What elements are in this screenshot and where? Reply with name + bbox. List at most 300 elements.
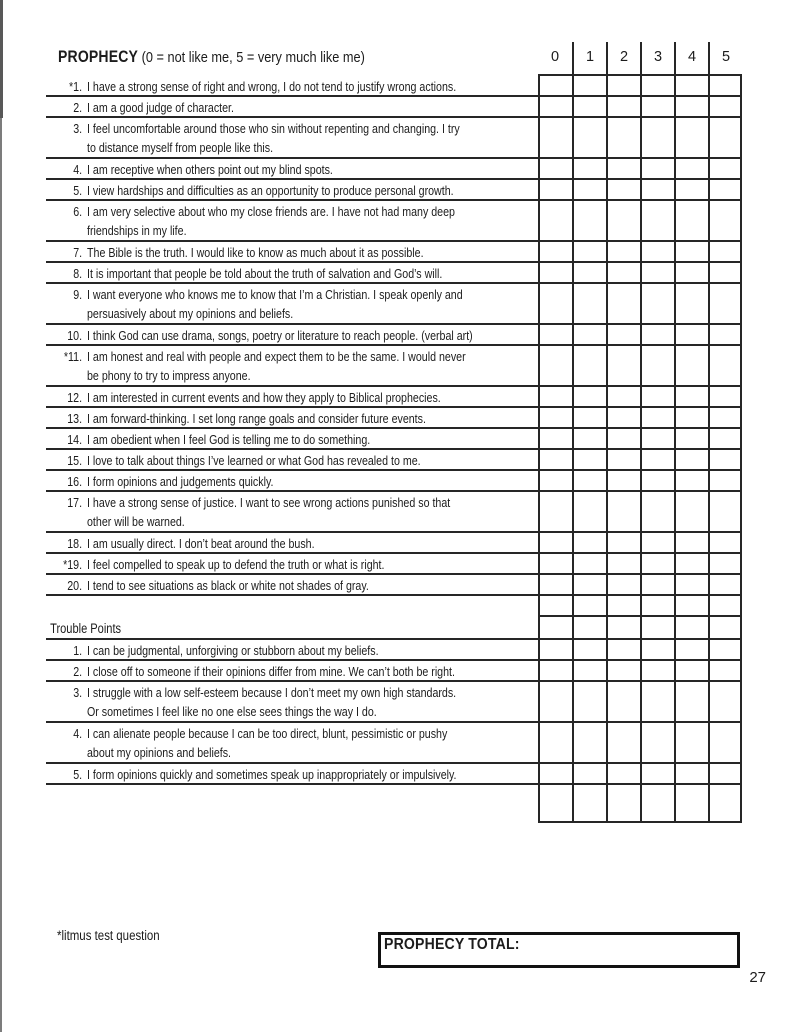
- question-text: The Bible is the truth. I would like to know as much about it as possible.: [87, 245, 424, 260]
- scan-edge-artifact-top: [0, 0, 3, 118]
- rating-cell-r24-v0[interactable]: [538, 682, 572, 723]
- rating-cell-r2-v2[interactable]: [606, 118, 640, 159]
- rating-cell-r10-v2[interactable]: [606, 346, 640, 387]
- rating-cell-r11-v0[interactable]: [538, 387, 572, 408]
- question-text: I am forward-thinking. I set long range goals and consider future events.: [87, 411, 426, 426]
- rating-cell-r16-v3[interactable]: [640, 492, 674, 533]
- question-row: [46, 76, 742, 97]
- rating-cell-r18-v2[interactable]: [606, 554, 640, 575]
- rating-cell-r26-v0[interactable]: [538, 764, 572, 785]
- question-text: I form opinions quickly and sometimes speak up inappropriately or impulsively.: [87, 767, 457, 782]
- rating-cell-r10-v3[interactable]: [640, 346, 674, 387]
- rating-cell-r27-v4[interactable]: [674, 785, 708, 823]
- question-text: friendships in my life.: [87, 222, 187, 238]
- rating-cell-r0-v1[interactable]: [572, 76, 606, 97]
- rating-cell-r8-v0[interactable]: [538, 284, 572, 325]
- rating-cell-r13-v0[interactable]: [538, 429, 572, 450]
- scale-header-5: 5: [708, 42, 742, 76]
- rating-cell-r23-v2[interactable]: [606, 661, 640, 682]
- question-text: I form opinions and judgements quickly.: [87, 474, 274, 489]
- rating-cell-r11-v1[interactable]: [572, 387, 606, 408]
- question-cell: [46, 429, 538, 450]
- rating-cell-r13-v5[interactable]: [708, 429, 742, 450]
- rating-cell-r3-v1[interactable]: [572, 159, 606, 180]
- question-number: *11.: [63, 349, 83, 364]
- rating-cell-r19-v2[interactable]: [606, 575, 640, 596]
- rating-cell-r2-v1[interactable]: [572, 118, 606, 159]
- question-cell: [46, 492, 538, 533]
- rating-cell-r18-v3[interactable]: [640, 554, 674, 575]
- rating-cell-r27-v5[interactable]: [708, 785, 742, 823]
- rating-cell-r10-v4[interactable]: [674, 346, 708, 387]
- question-number: 8.: [73, 266, 83, 281]
- question-row: [46, 159, 742, 180]
- rating-cell-r20-v0[interactable]: [538, 596, 572, 617]
- rating-cell-r1-v3[interactable]: [640, 97, 674, 118]
- litmus-test-note: *litmus test question: [57, 928, 160, 943]
- question-text: I can be judgmental, unforgiving or stubborn about my beliefs.: [87, 643, 379, 658]
- rating-cell-r24-v5[interactable]: [708, 682, 742, 723]
- question-cell: [46, 661, 538, 682]
- rating-cell-r13-v2[interactable]: [606, 429, 640, 450]
- rating-cell-r23-v1[interactable]: [572, 661, 606, 682]
- question-text: be phony to try to impress anyone.: [87, 367, 251, 383]
- rating-cell-r12-v2[interactable]: [606, 408, 640, 429]
- rating-cell-r24-v4[interactable]: [674, 682, 708, 723]
- rating-cell-r17-v0[interactable]: [538, 533, 572, 554]
- question-cell: [46, 785, 538, 823]
- rating-cell-r4-v5[interactable]: [708, 180, 742, 201]
- question-text: I tend to see situations as black or white not shades of gray.: [87, 578, 369, 593]
- rating-cell-r6-v5[interactable]: [708, 242, 742, 263]
- question-cell: [46, 76, 538, 97]
- question-text: I am receptive when others point out my blind spots.: [87, 162, 333, 177]
- question-cell: [46, 180, 538, 201]
- rating-cell-r3-v2[interactable]: [606, 159, 640, 180]
- question-row: [46, 682, 742, 723]
- rating-cell-r17-v5[interactable]: [708, 533, 742, 554]
- rating-cell-r2-v5[interactable]: [708, 118, 742, 159]
- question-cell: [46, 325, 538, 346]
- rating-cell-r26-v2[interactable]: [606, 764, 640, 785]
- section-label-cell: [46, 617, 538, 640]
- rating-cell-r15-v4[interactable]: [674, 471, 708, 492]
- rating-cell-r19-v0[interactable]: [538, 575, 572, 596]
- rating-cell-r26-v3[interactable]: [640, 764, 674, 785]
- rating-cell-r21-v2[interactable]: [606, 617, 640, 640]
- question-row: [46, 180, 742, 201]
- rating-cell-r0-v2[interactable]: [606, 76, 640, 97]
- rating-cell-r10-v1[interactable]: [572, 346, 606, 387]
- rating-cell-r12-v1[interactable]: [572, 408, 606, 429]
- rating-cell-r15-v1[interactable]: [572, 471, 606, 492]
- rating-cell-r25-v2[interactable]: [606, 723, 640, 764]
- rating-cell-r16-v1[interactable]: [572, 492, 606, 533]
- question-cell: [46, 450, 538, 471]
- rating-cell-r10-v5[interactable]: [708, 346, 742, 387]
- rating-cell-r25-v0[interactable]: [538, 723, 572, 764]
- question-text: I have a strong sense of justice. I want to see wrong actions punished so that: [87, 495, 451, 510]
- question-number: 5.: [73, 183, 83, 198]
- section-row: [46, 617, 742, 640]
- rating-cell-r4-v4[interactable]: [674, 180, 708, 201]
- question-text: It is important that people be told about the truth of salvation and God’s will.: [87, 266, 443, 281]
- rating-cell-r19-v5[interactable]: [708, 575, 742, 596]
- rating-cell-r22-v5[interactable]: [708, 640, 742, 661]
- rating-cell-r8-v1[interactable]: [572, 284, 606, 325]
- rating-cell-r4-v1[interactable]: [572, 180, 606, 201]
- question-row: [46, 263, 742, 284]
- rating-cell-r26-v4[interactable]: [674, 764, 708, 785]
- question-number: 15.: [67, 453, 83, 468]
- rating-cell-r26-v1[interactable]: [572, 764, 606, 785]
- question-number: 16.: [67, 474, 83, 489]
- rating-cell-r22-v2[interactable]: [606, 640, 640, 661]
- rating-cell-r11-v4[interactable]: [674, 387, 708, 408]
- question-cell: [46, 97, 538, 118]
- rating-cell-r1-v2[interactable]: [606, 97, 640, 118]
- question-text: I close off to someone if their opinions differ from mine. We can’t both be right.: [87, 664, 455, 679]
- question-row: [46, 408, 742, 429]
- question-row: [46, 554, 742, 575]
- scale-header-3: 3: [640, 42, 674, 76]
- rating-cell-r6-v2[interactable]: [606, 242, 640, 263]
- rating-cell-r23-v4[interactable]: [674, 661, 708, 682]
- rating-cell-r3-v3[interactable]: [640, 159, 674, 180]
- question-row: [46, 450, 742, 471]
- rating-cell-r0-v5[interactable]: [708, 76, 742, 97]
- rating-cell-r3-v5[interactable]: [708, 159, 742, 180]
- question-text: I am interested in current events and how they apply to Biblical prophecies.: [87, 390, 441, 405]
- rating-cell-r7-v2[interactable]: [606, 263, 640, 284]
- rating-cell-r5-v0[interactable]: [538, 201, 572, 242]
- question-row: [46, 471, 742, 492]
- question-cell: [46, 159, 538, 180]
- rating-table: [46, 76, 742, 823]
- question-row: [46, 325, 742, 346]
- question-cell: [46, 682, 538, 723]
- rating-cell-r13-v1[interactable]: [572, 429, 606, 450]
- rating-cell-r9-v2[interactable]: [606, 325, 640, 346]
- question-row: [46, 640, 742, 661]
- question-row: [46, 284, 742, 325]
- rating-cell-r20-v4[interactable]: [674, 596, 708, 617]
- question-row: [46, 764, 742, 785]
- rating-cell-r4-v3[interactable]: [640, 180, 674, 201]
- rating-cell-r12-v0[interactable]: [538, 408, 572, 429]
- question-cell: [46, 471, 538, 492]
- rating-cell-r18-v0[interactable]: [538, 554, 572, 575]
- rating-cell-r21-v3[interactable]: [640, 617, 674, 640]
- page-title-name: PROPHECY: [58, 48, 139, 66]
- rating-cell-r2-v4[interactable]: [674, 118, 708, 159]
- question-row: [46, 429, 742, 450]
- grid-row: [46, 785, 742, 823]
- rating-cell-r27-v0[interactable]: [538, 785, 572, 823]
- rating-cell-r9-v3[interactable]: [640, 325, 674, 346]
- question-row: [46, 97, 742, 118]
- rating-cell-r3-v4[interactable]: [674, 159, 708, 180]
- rating-cell-r8-v2[interactable]: [606, 284, 640, 325]
- rating-cell-r18-v5[interactable]: [708, 554, 742, 575]
- question-row: [46, 201, 742, 242]
- question-cell: [46, 284, 538, 325]
- rating-cell-r16-v2[interactable]: [606, 492, 640, 533]
- question-cell: [46, 723, 538, 764]
- rating-cell-r17-v3[interactable]: [640, 533, 674, 554]
- rating-cell-r14-v2[interactable]: [606, 450, 640, 471]
- question-text: I feel uncomfortable around those who sin without repenting and changing. I try: [87, 121, 460, 136]
- rating-cell-r11-v3[interactable]: [640, 387, 674, 408]
- rating-cell-r5-v2[interactable]: [606, 201, 640, 242]
- question-row: [46, 387, 742, 408]
- question-number: 2.: [73, 100, 83, 115]
- question-text: other will be warned.: [87, 513, 185, 529]
- question-row: [46, 533, 742, 554]
- question-number: 14.: [67, 432, 83, 447]
- rating-cell-r7-v0[interactable]: [538, 263, 572, 284]
- rating-cell-r27-v2[interactable]: [606, 785, 640, 823]
- question-number: *1.: [69, 79, 83, 94]
- question-row: [46, 723, 742, 764]
- rating-cell-r23-v0[interactable]: [538, 661, 572, 682]
- question-row: [46, 118, 742, 159]
- rating-cell-r17-v4[interactable]: [674, 533, 708, 554]
- rating-cell-r6-v4[interactable]: [674, 242, 708, 263]
- question-number: 18.: [67, 536, 83, 551]
- rating-cell-r5-v3[interactable]: [640, 201, 674, 242]
- rating-cell-r22-v0[interactable]: [538, 640, 572, 661]
- question-text: I am a good judge of character.: [87, 100, 234, 115]
- question-text: I am very selective about who my close friends are. I have not had many deep: [87, 204, 455, 219]
- rating-cell-r14-v0[interactable]: [538, 450, 572, 471]
- rating-cell-r2-v3[interactable]: [640, 118, 674, 159]
- rating-cell-r6-v3[interactable]: [640, 242, 674, 263]
- rating-cell-r8-v4[interactable]: [674, 284, 708, 325]
- question-cell: [46, 201, 538, 242]
- rating-cell-r4-v0[interactable]: [538, 180, 572, 201]
- rating-cell-r6-v0[interactable]: [538, 242, 572, 263]
- rating-cell-r21-v5[interactable]: [708, 617, 742, 640]
- question-number: 4.: [73, 726, 83, 741]
- rating-cell-r8-v3[interactable]: [640, 284, 674, 325]
- question-number: 10.: [67, 328, 83, 343]
- question-number: 4.: [73, 162, 83, 177]
- rating-cell-r25-v1[interactable]: [572, 723, 606, 764]
- rating-cell-r27-v3[interactable]: [640, 785, 674, 823]
- question-cell: [46, 596, 538, 617]
- rating-cell-r14-v1[interactable]: [572, 450, 606, 471]
- rating-cell-r20-v2[interactable]: [606, 596, 640, 617]
- question-row: [46, 346, 742, 387]
- rating-cell-r16-v0[interactable]: [538, 492, 572, 533]
- rating-cell-r9-v1[interactable]: [572, 325, 606, 346]
- title-cell: [46, 42, 538, 76]
- rating-cell-r7-v4[interactable]: [674, 263, 708, 284]
- question-cell: [46, 554, 538, 575]
- rating-cell-r0-v4[interactable]: [674, 76, 708, 97]
- rating-cell-r23-v5[interactable]: [708, 661, 742, 682]
- question-text: I think God can use drama, songs, poetry or literature to reach people. (verbal art): [87, 328, 473, 343]
- question-text: I am honest and real with people and expect them to be the same. I would never: [87, 349, 466, 364]
- table-header-row: [46, 42, 742, 76]
- rating-cell-r13-v3[interactable]: [640, 429, 674, 450]
- rating-cell-r22-v3[interactable]: [640, 640, 674, 661]
- question-number: 2.: [73, 664, 83, 679]
- rating-cell-r4-v2[interactable]: [606, 180, 640, 201]
- rating-cell-r6-v1[interactable]: [572, 242, 606, 263]
- rating-cell-r14-v5[interactable]: [708, 450, 742, 471]
- rating-cell-r20-v1[interactable]: [572, 596, 606, 617]
- question-number: 17.: [67, 495, 83, 510]
- question-number: 9.: [73, 287, 83, 302]
- rating-cell-r7-v5[interactable]: [708, 263, 742, 284]
- prophecy-questionnaire: [46, 42, 742, 823]
- rating-cell-r8-v5[interactable]: [708, 284, 742, 325]
- question-text: to distance myself from people like this.: [87, 139, 274, 155]
- rating-cell-r14-v4[interactable]: [674, 450, 708, 471]
- rating-cell-r1-v0[interactable]: [538, 97, 572, 118]
- rating-cell-r9-v0[interactable]: [538, 325, 572, 346]
- rating-cell-r19-v1[interactable]: [572, 575, 606, 596]
- rating-cell-r1-v5[interactable]: [708, 97, 742, 118]
- rating-cell-r9-v4[interactable]: [674, 325, 708, 346]
- rating-cell-r5-v1[interactable]: [572, 201, 606, 242]
- question-cell: [46, 242, 538, 263]
- question-number: 6.: [73, 204, 83, 219]
- question-text: persuasively about my opinions and beliefs.: [87, 305, 294, 321]
- rating-cell-r1-v4[interactable]: [674, 97, 708, 118]
- question-cell: [46, 118, 538, 159]
- question-row: [46, 661, 742, 682]
- question-text: about my opinions and beliefs.: [87, 744, 232, 760]
- rating-cell-r10-v0[interactable]: [538, 346, 572, 387]
- scale-header-1: 1: [572, 42, 606, 76]
- question-number: 12.: [67, 390, 83, 405]
- rating-cell-r15-v2[interactable]: [606, 471, 640, 492]
- rating-cell-r21-v4[interactable]: [674, 617, 708, 640]
- question-number: 7.: [73, 245, 83, 260]
- prophecy-total-box[interactable]: [378, 932, 740, 968]
- question-cell: [46, 387, 538, 408]
- rating-cell-r7-v1[interactable]: [572, 263, 606, 284]
- rating-cell-r18-v1[interactable]: [572, 554, 606, 575]
- rating-cell-r22-v4[interactable]: [674, 640, 708, 661]
- question-number: 20.: [67, 578, 83, 593]
- prophecy-total-label: PROPHECY TOTAL:: [384, 936, 520, 953]
- rating-cell-r25-v4[interactable]: [674, 723, 708, 764]
- rating-cell-r19-v3[interactable]: [640, 575, 674, 596]
- question-text: I struggle with a low self-esteem because I don’t meet my own high standards.: [87, 685, 457, 700]
- rating-cell-r21-v1[interactable]: [572, 617, 606, 640]
- question-number: 13.: [67, 411, 83, 426]
- scale-header-0: 0: [538, 42, 572, 76]
- question-cell: [46, 575, 538, 596]
- scan-edge-artifact: [0, 0, 2, 1032]
- rating-cell-r17-v2[interactable]: [606, 533, 640, 554]
- scale-header-2: 2: [606, 42, 640, 76]
- page-number: 27: [749, 969, 766, 986]
- question-text: I view hardships and difficulties as an opportunity to produce personal growth.: [87, 183, 454, 198]
- rating-cell-r7-v3[interactable]: [640, 263, 674, 284]
- question-number: *19.: [63, 557, 83, 572]
- rating-cell-r0-v3[interactable]: [640, 76, 674, 97]
- question-row: [46, 242, 742, 263]
- rating-cell-r20-v3[interactable]: [640, 596, 674, 617]
- rating-cell-r24-v2[interactable]: [606, 682, 640, 723]
- rating-cell-r15-v3[interactable]: [640, 471, 674, 492]
- rating-cell-r24-v3[interactable]: [640, 682, 674, 723]
- rating-cell-r21-v0[interactable]: [538, 617, 572, 640]
- rating-cell-r25-v5[interactable]: [708, 723, 742, 764]
- rating-cell-r18-v4[interactable]: [674, 554, 708, 575]
- rating-cell-r13-v4[interactable]: [674, 429, 708, 450]
- rating-cell-r27-v1[interactable]: [572, 785, 606, 823]
- question-number: 3.: [73, 685, 83, 700]
- grid-row: [46, 596, 742, 617]
- scale-header-4: 4: [674, 42, 708, 76]
- question-cell: [46, 640, 538, 661]
- rating-cell-r5-v4[interactable]: [674, 201, 708, 242]
- rating-cell-r1-v1[interactable]: [572, 97, 606, 118]
- rating-cell-r25-v3[interactable]: [640, 723, 674, 764]
- question-text: I want everyone who knows me to know that I’m a Christian. I speak openly and: [87, 287, 463, 302]
- question-cell: [46, 764, 538, 785]
- question-row: [46, 575, 742, 596]
- question-text: I have a strong sense of right and wrong, I do not tend to justify wrong actions.: [87, 79, 457, 94]
- question-number: 3.: [73, 121, 83, 136]
- question-text: I am obedient when I feel God is telling me to do something.: [87, 432, 371, 447]
- rating-cell-r24-v1[interactable]: [572, 682, 606, 723]
- question-cell: [46, 346, 538, 387]
- rating-cell-r16-v5[interactable]: [708, 492, 742, 533]
- question-number: 1.: [73, 643, 83, 658]
- question-text: I am usually direct. I don’t beat around the bush.: [87, 536, 315, 551]
- rating-cell-r17-v1[interactable]: [572, 533, 606, 554]
- rating-cell-r14-v3[interactable]: [640, 450, 674, 471]
- rating-cell-r9-v5[interactable]: [708, 325, 742, 346]
- page-title-scale-hint: (0 = not like me, 5 = very much like me): [138, 49, 365, 66]
- rating-cell-r0-v0[interactable]: [538, 76, 572, 97]
- rating-cell-r15-v0[interactable]: [538, 471, 572, 492]
- rating-cell-r2-v0[interactable]: [538, 118, 572, 159]
- rating-cell-r22-v1[interactable]: [572, 640, 606, 661]
- rating-cell-r3-v0[interactable]: [538, 159, 572, 180]
- question-row: [46, 492, 742, 533]
- rating-cell-r12-v4[interactable]: [674, 408, 708, 429]
- rating-cell-r5-v5[interactable]: [708, 201, 742, 242]
- rating-cell-r20-v5[interactable]: [708, 596, 742, 617]
- rating-cell-r23-v3[interactable]: [640, 661, 674, 682]
- question-cell: [46, 533, 538, 554]
- question-text: I can alienate people because I can be too direct, blunt, pessimistic or pushy: [87, 726, 448, 741]
- page-title: [58, 48, 365, 67]
- question-number: 5.: [73, 767, 83, 782]
- rating-cell-r19-v4[interactable]: [674, 575, 708, 596]
- rating-cell-r12-v5[interactable]: [708, 408, 742, 429]
- rating-cell-r12-v3[interactable]: [640, 408, 674, 429]
- question-text: I feel compelled to speak up to defend the truth or what is right.: [87, 557, 385, 572]
- rating-cell-r15-v5[interactable]: [708, 471, 742, 492]
- rating-cell-r11-v5[interactable]: [708, 387, 742, 408]
- rating-cell-r11-v2[interactable]: [606, 387, 640, 408]
- rating-cell-r26-v5[interactable]: [708, 764, 742, 785]
- rating-cell-r16-v4[interactable]: [674, 492, 708, 533]
- question-text: Or sometimes I feel like no one else sees things the way I do.: [87, 703, 377, 719]
- question-cell: [46, 408, 538, 429]
- section-label: Trouble Points: [50, 621, 122, 636]
- question-cell: [46, 263, 538, 284]
